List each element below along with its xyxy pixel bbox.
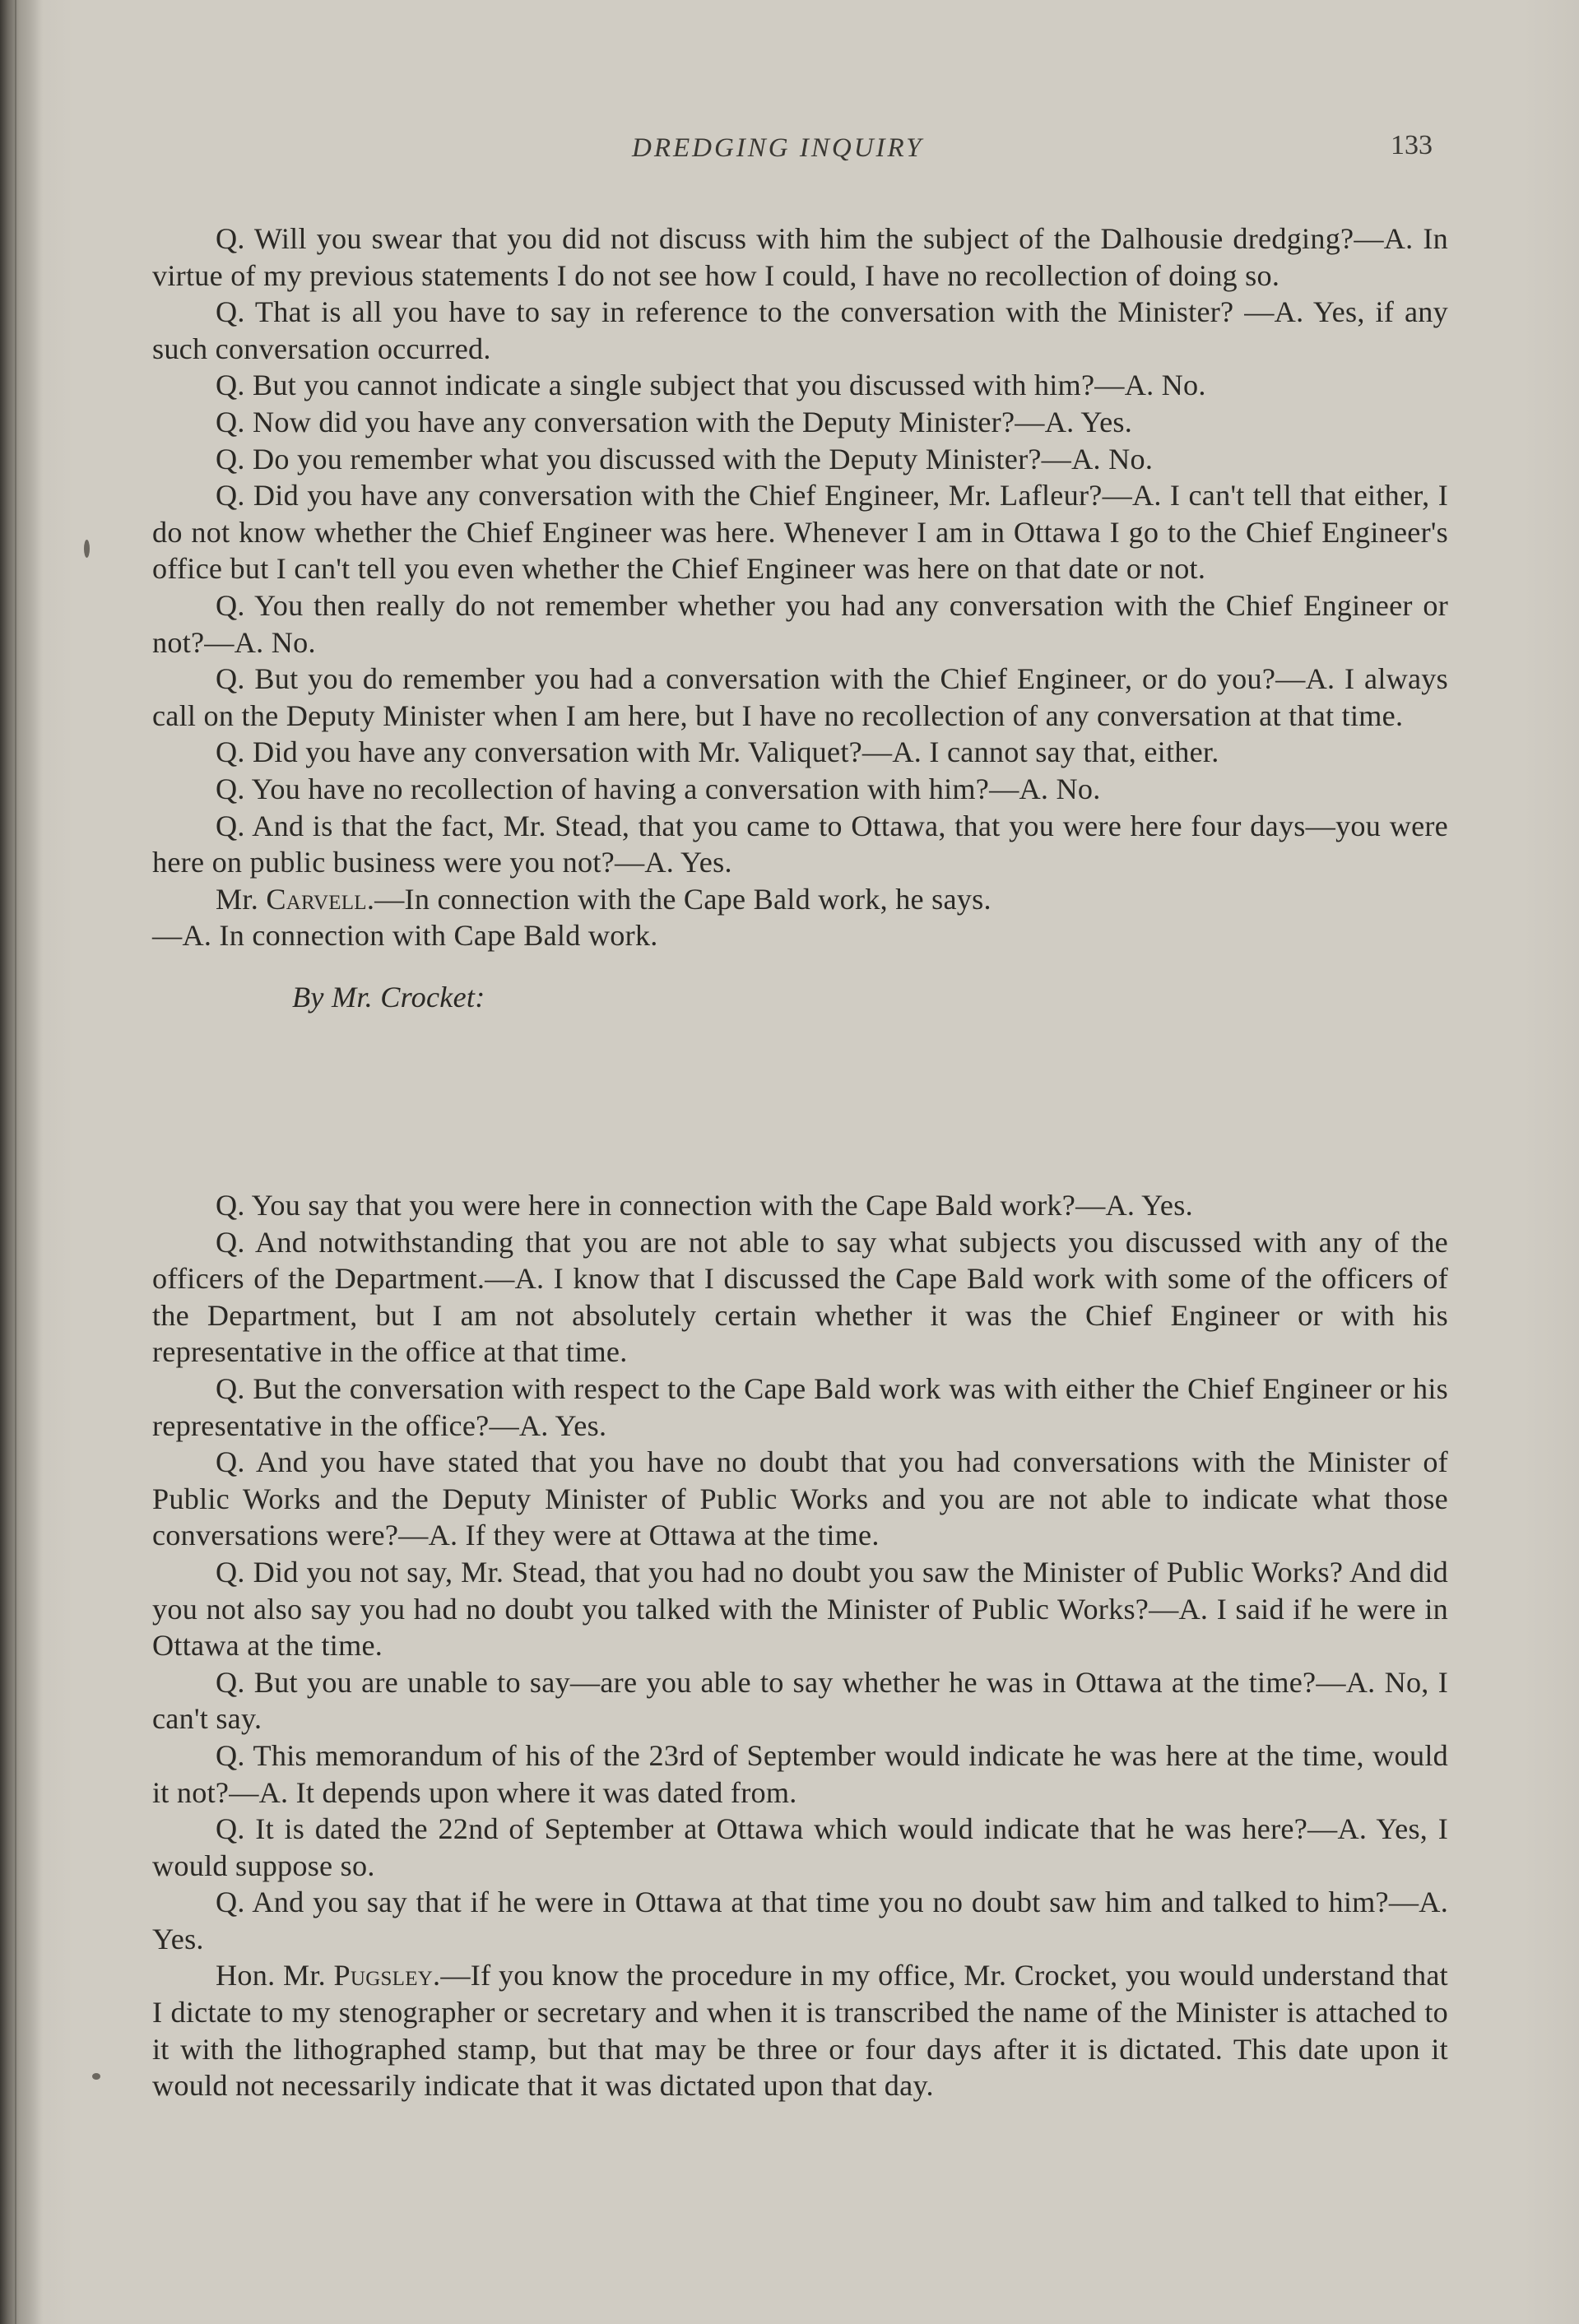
testimony-paragraph: Q. And you say that if he were in Ottawa at that time you no doubt saw him and talked to him?—A. Yes. [152,1886,1448,1955]
testimony-block-stead [152,220,1448,1040]
speaker-prefix: Hon. Mr. [216,1959,334,1992]
testimony-paragraph: Q. But you do remember you had a conversation with the Chief Engineer, or do you?—A. I always call on the Deputy Minister when I am here, but I have no recollection of any conversation at that time. [152,662,1448,732]
testimony-paragraph: Q. You then really do not remember whether you had any conversation with the Chief Engineer or not?—A. No. [152,588,1448,659]
testimony-paragraph: Q. But the conversation with respect to the Cape Bald work was with either the Chief Engineer or his representative in the office?—A. Yes. [152,1371,1448,1442]
testimony-paragraph: Q. But you are unable to say—are you able to say whether he was in Ottawa at the time?—A. No, I can't say. [152,1665,1448,1736]
testimony-paragraph: Q. It is dated the 22nd of September at Ottawa which would indicate that he was here?—A. Yes, I would suppose so. [152,1812,1448,1882]
testimony-paragraph: Q. You have no recollection of having a conversation with him?—A. No. [216,772,1101,805]
remark-text: .—If you know the procedure in my office, Mr. Crocket, you would understand that I dictate to my stenographer or secretary and when it is transcribed the name of the Minister is attached to it with the lithographed stamp, but that may be three or four days after it is dictated. This date upon it would not necessarily indicate that it was dictated upon that day. [152,1959,1448,2103]
testimony-paragraph: Q. That is all you have to say in reference to the conversation with the Minister? —A. Yes, if any such conversation occurred. [152,295,1448,365]
testimony-paragraph: Q. But you cannot indicate a single subject that you discussed with him?—A. No. [216,369,1206,402]
answer-line: —A. In connection with Cape Bald work. [152,919,658,953]
testimony-paragraph: Q. And you have stated that you have no doubt that you had conversations with the Minister of Public Works and the Deputy Minister of Public Works and you are not able to indicate what those conversations were?—A. If they were at Ottawa at the time. [152,1445,1448,1552]
testimony-paragraph: Q. Did you have any conversation with Mr. Valiquet?—A. I cannot say that, either. [216,735,1219,769]
speaker-prefix: Mr. [216,882,267,916]
testimony-block-crocket [152,1187,1448,2104]
margin-mark [92,2073,100,2080]
testimony-paragraph: Q. Did you have any conversation with the Chief Engineer, Mr. Lafleur?—A. I can't tell that either, I do not know whether the Chief Engineer was here. Whenever I am in Ottawa I go to the Chief Engineer's office but I can't tell you even whether the Chief Engineer was here on that date or not. [152,479,1448,586]
running-header-title: DREDGING INQUIRY [632,133,924,163]
page-number: 133 [1391,130,1433,160]
testimony-paragraph: Q. This memorandum of his of the 23rd of September would indicate he was here at the time, would it not?—A. It depends upon where it was dated from. [152,1738,1448,1809]
testimony-paragraph: Q. Do you remember what you discussed with the Deputy Minister?—A. No. [216,442,1154,475]
speaker-name: Carvell [266,882,367,916]
testimony-paragraph: Q. You say that you were here in connection with the Cape Bald work?—A. Yes. [216,1189,1193,1222]
testimony-paragraph: Q. Now did you have any conversation with the Deputy Minister?—A. Yes. [216,405,1133,438]
speaker-name: Pugsley [333,1959,434,1992]
remark-text: .—In connection with the Cape Bald work, he says. [366,882,992,916]
pugsley-remark [152,1957,1448,2104]
testimony-paragraph: Q. Will you swear that you did not discuss with him the subject of the Dalhousie dredging?—A. In virtue of my previous statements I do not see how I could, I have no recollection of doing so. [152,222,1448,292]
examiner-subheading: By Mr. Crocket: [292,980,485,1014]
book-binding-shadow [0,0,43,2324]
binding-edge-line [15,0,16,2324]
carvell-remark [152,881,1448,918]
testimony-paragraph: Q. And notwithstanding that you are not able to say what subjects you discussed with any of the officers of the Department.—A. I know that I discussed the Cape Bald work with some of the officers of the Department, but I am not absolutely certain whether it was the Chief Engineer or with his representative in the office at that time. [152,1225,1448,1369]
testimony-paragraph: Q. Did you not say, Mr. Stead, that you had no doubt you saw the Minister of Public Works? And did you not also say you had no doubt you talked with the Minister of Public Works?—A. I said if he were in Ottawa at the time. [152,1555,1448,1663]
testimony-paragraph: Q. And is that the fact, Mr. Stead, that you came to Ottawa, that you were here four days—you were here on public business were you not?—A. Yes. [152,809,1448,879]
margin-mark [84,540,90,558]
